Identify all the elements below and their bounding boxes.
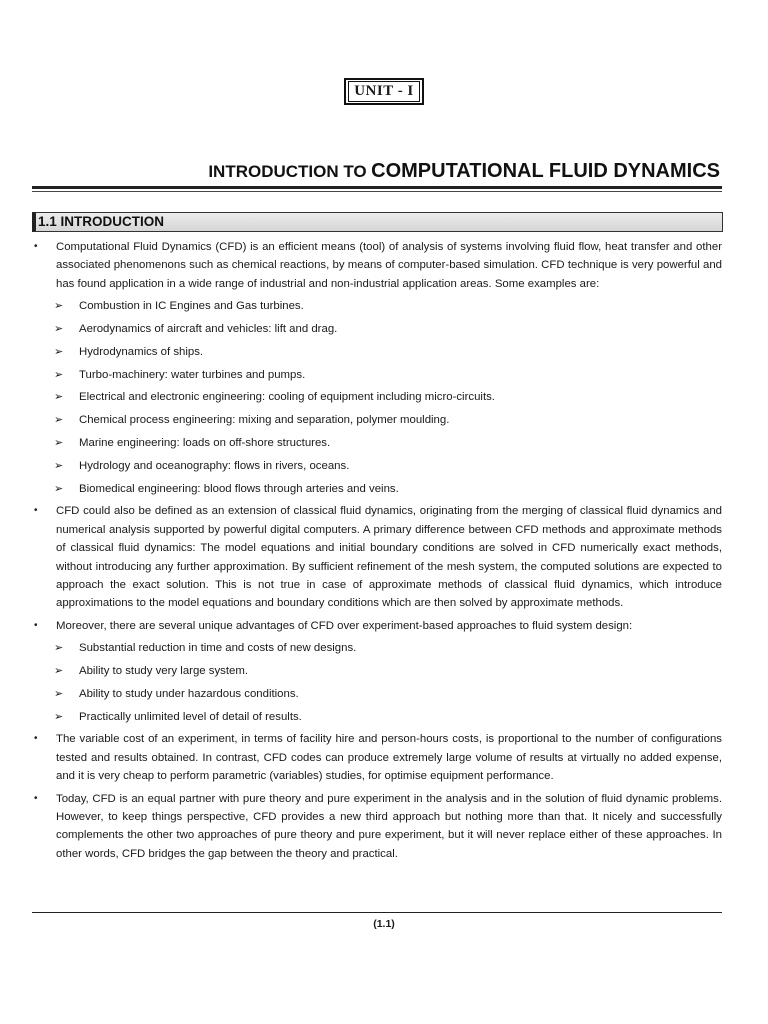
chapter-title bbox=[208, 160, 720, 183]
list-item bbox=[34, 411, 722, 429]
paragraph-cost bbox=[34, 730, 722, 785]
list-item-text: Practically unlimited level of detail of results. bbox=[79, 710, 302, 723]
list-item bbox=[34, 434, 722, 452]
list-item bbox=[34, 343, 722, 361]
arrow-bullet-icon: ➢ bbox=[54, 323, 64, 336]
arrow-bullet-icon: ➢ bbox=[54, 368, 64, 381]
unit-label: UNIT - I bbox=[348, 81, 420, 102]
arrow-bullet-icon: ➢ bbox=[54, 300, 64, 313]
paragraph-advantages bbox=[34, 617, 722, 635]
bullet-icon: • bbox=[34, 241, 38, 252]
chapter-title-prefix: INTRODUCTION TO bbox=[208, 162, 367, 181]
list-item-text: Biomedical engineering: blood flows through arteries and veins. bbox=[79, 482, 399, 495]
list-item-text: Hydrology and oceanography: flows in rivers, oceans. bbox=[79, 459, 350, 472]
list-item bbox=[34, 685, 722, 703]
list-item-text: Electrical and electronic engineering: cooling of equipment including micro-circuits. bbox=[79, 391, 495, 404]
paragraph-text: Moreover, there are several unique advantages of CFD over experiment-based approaches to fluid system design: bbox=[56, 619, 633, 632]
paragraph-definition bbox=[34, 502, 722, 612]
list-item-text: Substantial reduction in time and costs of new designs. bbox=[79, 642, 357, 655]
bullet-icon: • bbox=[34, 619, 38, 631]
arrow-bullet-icon: ➢ bbox=[54, 345, 64, 358]
arrow-bullet-icon: ➢ bbox=[54, 437, 64, 449]
paragraph-text: Today, CFD is an equal partner with pure theory and pure experiment in the analysis and in the solution of fluid dynamic problems. However, to keep things perspective, CFD provides a new third approach but nothing more than that. It nicely and successfully complements the other two approaches of pure theory and pure experiment, but it will never replace either of these approaches. In other words, CFD bridges the gap between the theory and practical. bbox=[56, 792, 722, 860]
paragraph-today bbox=[34, 790, 722, 864]
list-item bbox=[34, 480, 722, 498]
list-item bbox=[34, 457, 722, 475]
arrow-bullet-icon: ➢ bbox=[54, 710, 64, 723]
list-item bbox=[34, 320, 722, 338]
section-heading: 1.1 INTRODUCTION bbox=[38, 214, 165, 229]
list-item bbox=[34, 662, 722, 680]
arrow-bullet-icon: ➢ bbox=[54, 459, 64, 472]
paragraph-text: Computational Fluid Dynamics (CFD) is an efficient means (tool) of analysis of systems involving fluid flow, heat transfer and other associated phenomenons such as chemical reactions, by means of computer-based simulation. CFD technique is very powerful and has found application in a wide range of industrial and non-industrial application areas. Some examples are: bbox=[56, 241, 722, 290]
arrow-bullet-icon: ➢ bbox=[54, 482, 64, 495]
arrow-bullet-icon: ➢ bbox=[54, 687, 64, 700]
list-item-text: Hydrodynamics of ships. bbox=[79, 345, 204, 358]
title-rule-thin bbox=[32, 191, 722, 192]
title-rule-thick bbox=[32, 186, 722, 189]
list-item-text: Chemical process engineering: mixing and separation, polymer moulding. bbox=[79, 414, 450, 427]
list-item bbox=[34, 366, 722, 384]
list-item-text: Ability to study very large system. bbox=[79, 665, 249, 678]
advantages-list bbox=[34, 639, 722, 726]
list-item-text: Ability to study under hazardous conditions. bbox=[79, 687, 299, 700]
unit-label-box bbox=[344, 78, 424, 105]
list-item bbox=[34, 297, 722, 315]
list-item bbox=[34, 639, 722, 657]
list-item-text: Turbo-machinery: water turbines and pumps. bbox=[79, 368, 306, 381]
list-item-text: Aerodynamics of aircraft and vehicles: lift and drag. bbox=[79, 323, 338, 336]
footer-rule bbox=[32, 912, 722, 913]
arrow-bullet-icon: ➢ bbox=[54, 391, 64, 404]
arrow-bullet-icon: ➢ bbox=[54, 642, 64, 655]
bullet-icon: • bbox=[34, 792, 38, 804]
arrow-bullet-icon: ➢ bbox=[54, 665, 64, 678]
list-item-text: Marine engineering: loads on off-shore structures. bbox=[79, 437, 331, 449]
section-heading-bar bbox=[32, 212, 723, 232]
body-content bbox=[34, 238, 722, 867]
paragraph-text: The variable cost of an experiment, in terms of facility hire and person-hours costs, is proportional to the number of configurations tested and results obtained. In contrast, CFD codes can produce extremely large volume of results at virtually no added expense, and it is very cheap to perform parametric (variables) studies, for optimise equipment performance. bbox=[56, 733, 722, 783]
bullet-icon: • bbox=[34, 505, 38, 517]
list-item-text: Combustion in IC Engines and Gas turbines. bbox=[79, 300, 304, 313]
unit-label-wrap bbox=[0, 78, 768, 105]
chapter-title-main: COMPUTATIONAL FLUID DYNAMICS bbox=[371, 160, 720, 182]
examples-list bbox=[34, 297, 722, 498]
list-item bbox=[34, 708, 722, 726]
paragraph-intro bbox=[34, 238, 722, 293]
paragraph-text: CFD could also be defined as an extension of classical fluid dynamics, originating from the merging of classical fluid dynamics and numerical analysis supported by powerful digital computers. A primary difference between CFD methods and approximate methods of classical fluid dynamics: The model equations and initial boundary conditions are solved in CFD numerically exact methods, without introducing any further approximation. By sufficient refinement of the mesh system, the computed solutions are expected to approach the exact solution. This is not true in case of approximate methods of classical fluid dynamics, which introduce approximations to the model equations and boundary conditions which are then solved by approximate methods. bbox=[56, 505, 722, 610]
arrow-bullet-icon: ➢ bbox=[54, 414, 64, 427]
list-item bbox=[34, 388, 722, 406]
page-number: (1.1) bbox=[373, 918, 395, 930]
bullet-icon: • bbox=[34, 733, 38, 745]
